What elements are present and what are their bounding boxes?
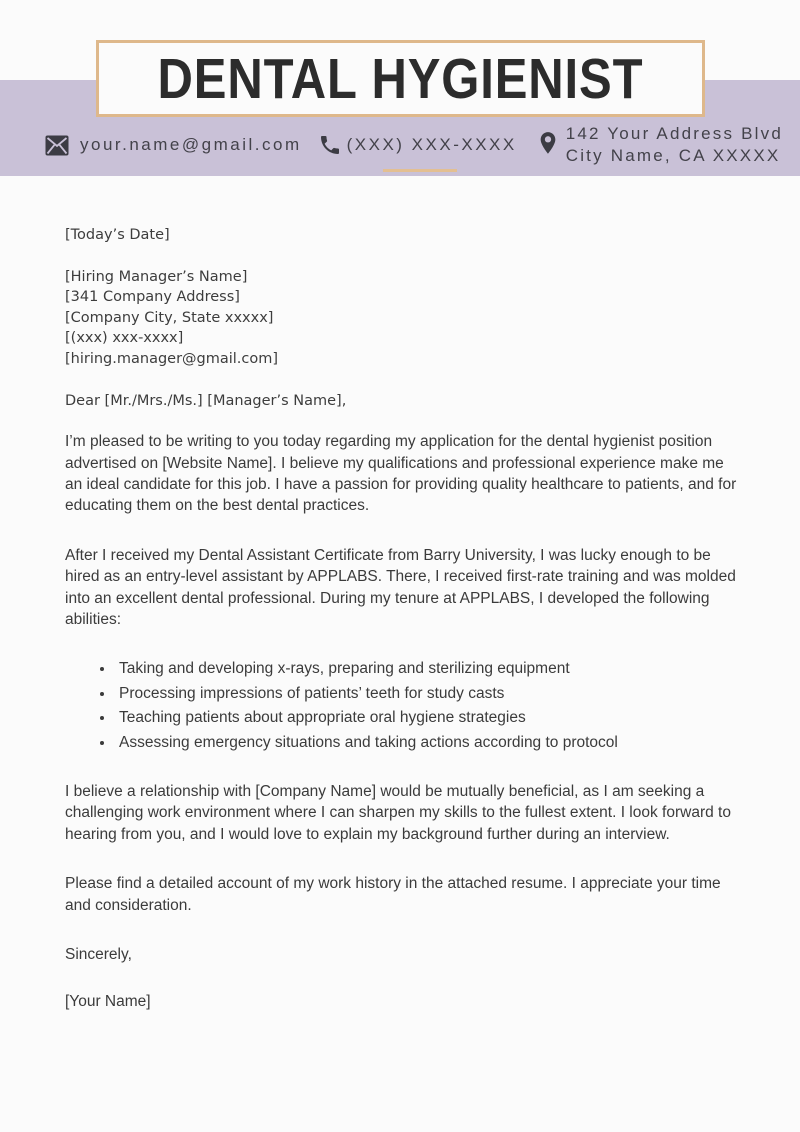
recipient-city-state: [Company City, State xxxxx] <box>65 309 274 326</box>
address-line-2: City Name, CA XXXXX <box>565 146 781 165</box>
location-pin-icon <box>537 130 559 160</box>
skills-list <box>65 658 737 753</box>
contact-email <box>45 135 302 156</box>
phone-icon <box>318 133 342 157</box>
contact-bar <box>45 116 783 174</box>
contact-address <box>537 123 783 167</box>
email-text: your.name@gmail.com <box>80 135 302 154</box>
envelope-icon <box>45 135 69 156</box>
signature: [Your Name] <box>65 993 151 1011</box>
phone-accent-underline <box>383 169 457 172</box>
letter-body <box>0 176 800 1013</box>
skill-item: • Teaching patients about appropriate oral hygiene strategies <box>115 707 737 728</box>
skill-item: • Processing impressions of patients’ teeth for study casts <box>115 683 737 704</box>
letter-header <box>0 0 800 176</box>
skill-item: • Assessing emergency situations and taking actions according to protocol <box>115 732 737 753</box>
address-line-1: 142 Your Address Blvd <box>565 124 783 143</box>
contact-phone <box>318 133 517 157</box>
recipient-block <box>65 267 737 370</box>
recipient-name: [Hiring Manager’s Name] <box>65 268 248 285</box>
skill-item: • Taking and developing x-rays, preparing and sterilizing equipment <box>115 658 737 679</box>
signoff: Sincerely, <box>65 946 132 964</box>
date-line: [Today’s Date] <box>65 227 170 243</box>
phone-text: (XXX) XXX-XXXX <box>346 135 517 154</box>
job-title: DENTAL HYGIENIST <box>157 46 644 111</box>
paragraph-closing: I believe a relationship with [Company Name] would be mutually beneficial, as I am seeking a challenging work environment where I can sharpen my skills to the fullest extent. I look forward to hearing from you, and I would love to explain my background further during an interview. <box>65 783 731 843</box>
paragraph-experience: After I received my Dental Assistant Certificate from Barry University, I was lucky enough to be hired as an entry-level assistant by APPLABS. There, I received first-rate training and was molded into an excellent dental professional. During my tenure at APPLABS, I developed the following abilities: <box>65 546 736 628</box>
recipient-email: [hiring.manager@gmail.com] <box>65 350 279 367</box>
paragraph-intro: I’m pleased to be writing to you today regarding my application for the dental hygienist position advertised on [Website Name]. I believe my qualifications and professional experience make me an ideal candidate for this job. I have a passion for providing quality healthcare to patients, and for educating them on the best dental practices. <box>65 433 737 515</box>
address-lines <box>566 123 783 167</box>
salutation: Dear [Mr./Mrs./Ms.] [Manager’s Name], <box>65 392 347 409</box>
recipient-address: [341 Company Address] <box>65 289 240 306</box>
recipient-phone: [(xxx) xxx-xxxx] <box>65 330 184 347</box>
job-title-box <box>96 40 705 117</box>
paragraph-resume: Please find a detailed account of my work history in the attached resume. I appreciate your time and consideration. <box>65 875 721 914</box>
